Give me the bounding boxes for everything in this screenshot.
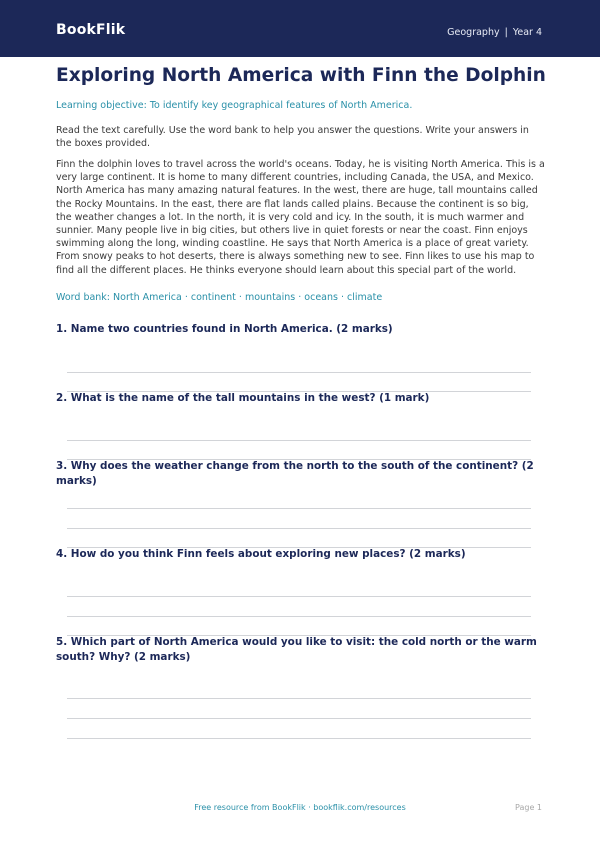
answer-line[interactable]: [67, 698, 531, 699]
answer-line[interactable]: [67, 596, 531, 597]
answer-line[interactable]: [67, 616, 531, 617]
subject-year-label: [447, 27, 542, 39]
word-bank: Word bank: North America · continent · mountains · oceans · climate: [56, 292, 383, 303]
answer-line[interactable]: [67, 528, 531, 529]
footer-resource-link[interactable]: Free resource from BookFlik · bookflik.com/resources: [194, 803, 406, 812]
year-label: Year 4: [512, 27, 542, 38]
reading-passage: Finn the dolphin loves to travel across the world's oceans. Today, he is visiting North America. This is a very large continent. It is home to many different countries, including Canada, the USA, and Mexico. North America has many amazing natural features. In the west, there are huge, tall mountains called the Rocky Mountains. In the east, there are flat lands called plains. Because the continent is so big, the weather changes a lot. In the north, it is very cold and icy. In the south, it is much warmer and sunnier. Many people live in big cities, but others live in quiet forests or near the coast. Finn enjoys swimming along the long, winding coastline. He says that North America is a place of great variety. From snowy peaks to hot deserts, there is always something new to see. Finn likes to use his map to find all the different places. He thinks everyone should learn about this special part of the world.: [56, 159, 545, 276]
answer-line[interactable]: [67, 508, 531, 509]
page-title: Exploring North America with Finn the Dolphin: [56, 65, 546, 86]
question-4: 4. How do you think Finn feels about exploring new places? (2 marks): [56, 548, 466, 560]
subject-separator: |: [504, 27, 508, 38]
answer-line[interactable]: [67, 440, 531, 441]
question-1: 1. Name two countries found in North America. (2 marks): [56, 323, 393, 335]
question-3: 3. Why does the weather change from the north to the south of the continent? (2 marks): [56, 460, 534, 487]
learning-objective: Learning objective: To identify key geographical features of North America.: [56, 100, 413, 111]
instructions-text: Read the text carefully. Use the word bank to help you answer the questions. Write your answers in the boxes provided.: [56, 125, 529, 150]
page-number: Page 1: [515, 803, 542, 812]
answer-line[interactable]: [67, 718, 531, 719]
subject-label: Geography: [447, 27, 500, 38]
answer-line[interactable]: [67, 372, 531, 373]
brand-logo-text: BookFlik: [56, 22, 126, 38]
header-band: [0, 0, 600, 57]
question-5: 5. Which part of North America would you like to visit: the cold north or the warm south? Why? (2 marks): [56, 636, 537, 663]
answer-line[interactable]: [67, 738, 531, 739]
question-2: 2. What is the name of the tall mountains in the west? (1 mark): [56, 392, 430, 404]
